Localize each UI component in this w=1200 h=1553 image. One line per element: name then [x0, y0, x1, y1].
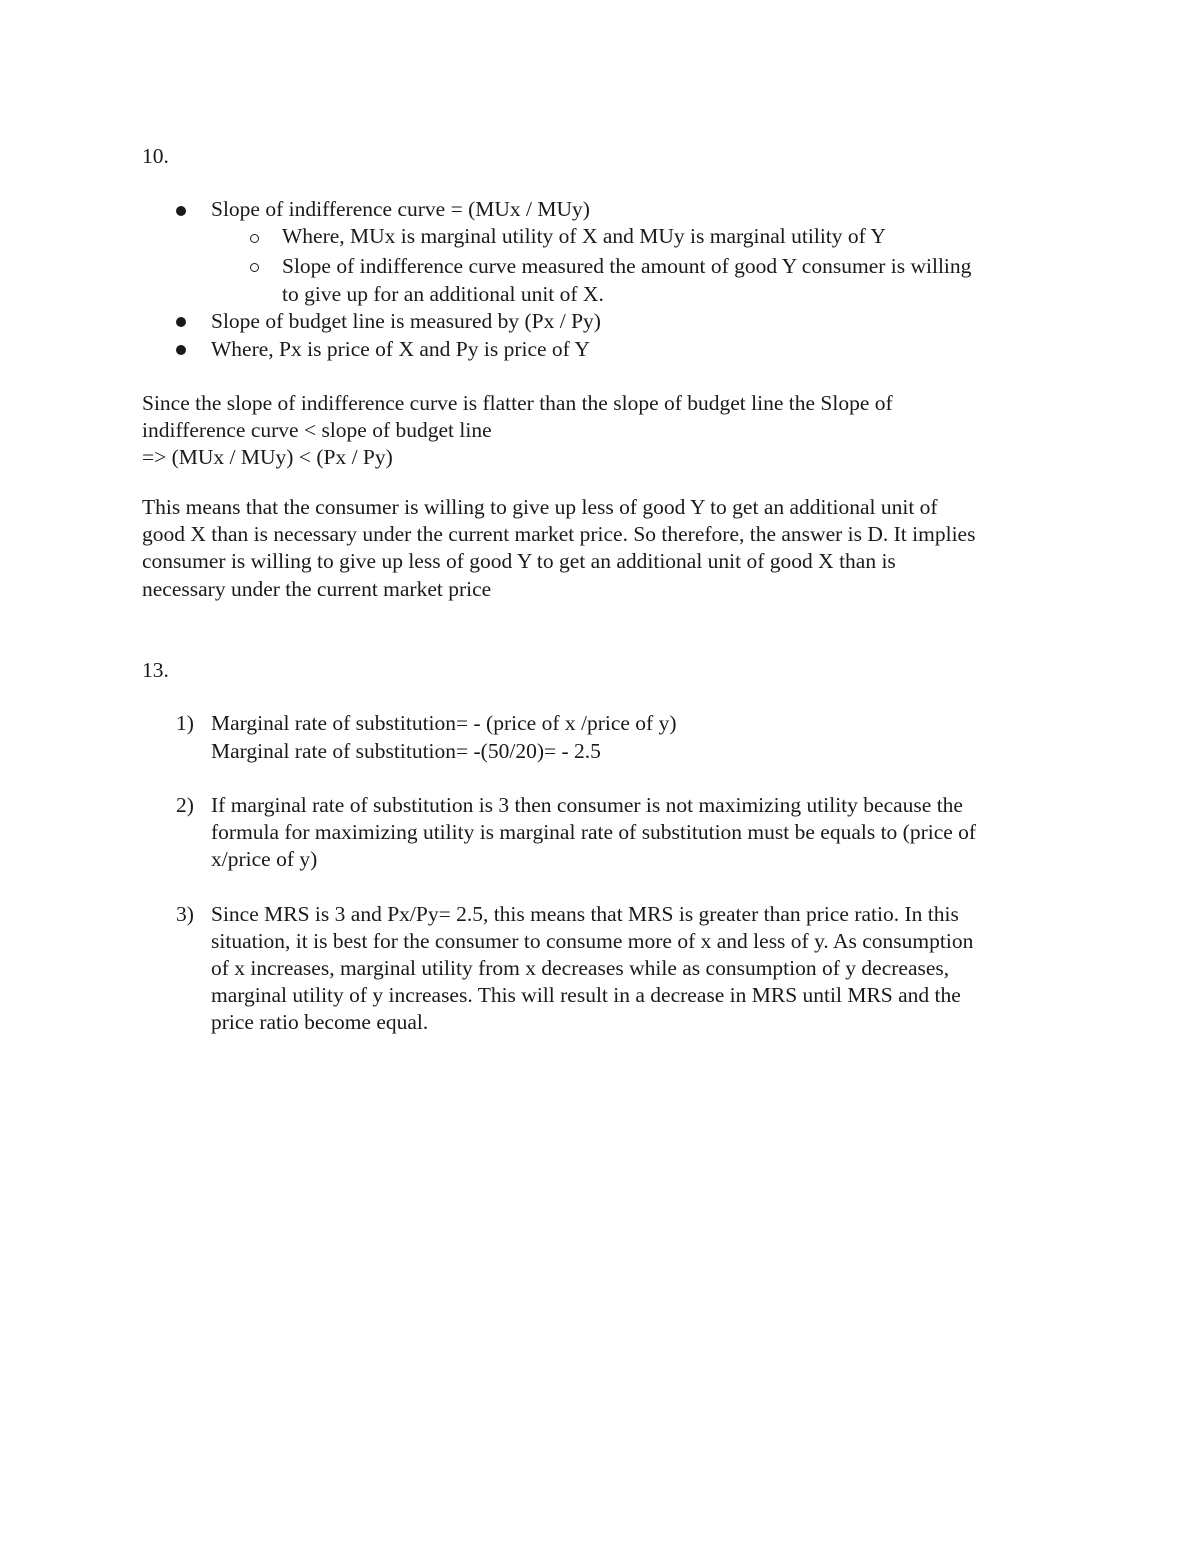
list-item-line: x/price of y) [211, 847, 318, 871]
list-item-line: If marginal rate of substitution is 3 then consumer is not maximizing utility because the [211, 793, 963, 817]
bullet-marker [176, 317, 186, 327]
list-item-line: Since MRS is 3 and Px/Py= 2.5, this means that MRS is greater than price ratio. In this [211, 902, 959, 926]
list-item-line: Marginal rate of substitution= -(50/20)= - 2.5 [211, 739, 601, 763]
list-number: 1) [176, 711, 194, 735]
list-item-line: price ratio become equal. [211, 1010, 429, 1034]
list-item-line: of x increases, marginal utility from x decreases while as consumption of y decreases, [211, 956, 950, 980]
paragraph-line: indifference curve < slope of budget line [142, 418, 492, 442]
bullet-marker [176, 206, 186, 216]
question-number-13: 13. [142, 658, 169, 682]
sub-bullet-marker [250, 234, 259, 243]
paragraph-line: Since the slope of indifference curve is flatter than the slope of budget line the Slope of [142, 391, 893, 415]
bullet-item-2: Slope of budget line is measured by (Px / Py) [211, 309, 601, 333]
sub-bullet-item-2-continued: to give up for an additional unit of X. [282, 282, 604, 306]
sub-bullet-item-1: Where, MUx is marginal utility of X and MUy is marginal utility of Y [282, 224, 886, 248]
paragraph-line: consumer is willing to give up less of good Y to get an additional unit of good X than is [142, 549, 896, 573]
question-number-10: 10. [142, 144, 169, 168]
list-item-line: marginal utility of y increases. This will result in a decrease in MRS until MRS and the [211, 983, 961, 1007]
paragraph-line: This means that the consumer is willing to give up less of good Y to get an additional unit of [142, 495, 938, 519]
paragraph-line: necessary under the current market price [142, 577, 492, 601]
list-item-line: formula for maximizing utility is marginal rate of substitution must be equals to (price of [211, 820, 977, 844]
bullet-item-3: Where, Px is price of X and Py is price of Y [211, 337, 590, 361]
bullet-item-1: Slope of indifference curve = (MUx / MUy) [211, 197, 590, 221]
list-number: 3) [176, 902, 194, 926]
paragraph-line: good X than is necessary under the current market price. So therefore, the answer is D. It implies [142, 522, 976, 546]
sub-bullet-marker [250, 263, 259, 272]
sub-bullet-item-2: Slope of indifference curve measured the amount of good Y consumer is willing [282, 254, 972, 278]
paragraph-line: => (MUx / MUy) < (Px / Py) [142, 445, 393, 469]
list-item-line: situation, it is best for the consumer to consume more of x and less of y. As consumption [211, 929, 974, 953]
bullet-marker [176, 345, 186, 355]
list-number: 2) [176, 793, 194, 817]
list-item-line: Marginal rate of substitution= - (price of x /price of y) [211, 711, 677, 735]
